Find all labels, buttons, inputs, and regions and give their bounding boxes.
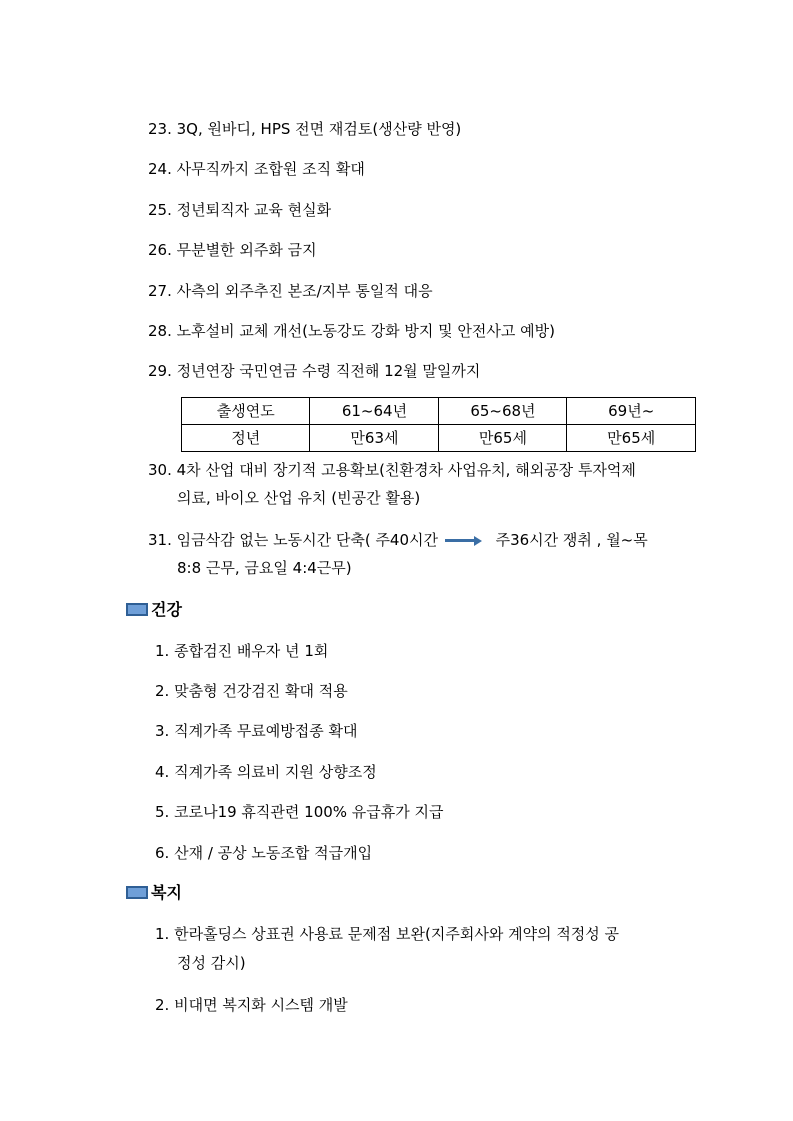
- item-text: 산재 / 공상 노동조합 적급개입: [174, 844, 373, 862]
- item-text: 사무직까지 조합원 조직 확대: [176, 160, 365, 178]
- item-number: 2.: [155, 996, 170, 1014]
- list-item: [148, 119, 461, 139]
- table-row: [182, 425, 696, 452]
- table-cell: 69년~: [567, 398, 696, 425]
- item-number: 26.: [148, 241, 172, 259]
- table-cell: 만65세: [567, 425, 696, 452]
- item-number: 2.: [155, 682, 170, 700]
- item-number: 25.: [148, 201, 172, 219]
- item-number: 23.: [148, 120, 172, 138]
- list-item: [148, 200, 331, 220]
- item-number: 1.: [155, 925, 170, 943]
- list-item: [155, 641, 328, 661]
- list-item: [148, 460, 636, 480]
- item-text: 맞춤형 건강검진 확대 적용: [174, 682, 348, 700]
- list-item: [155, 924, 619, 944]
- list-item: [148, 361, 480, 381]
- item-number: 29.: [148, 362, 172, 380]
- table-cell: 만65세: [439, 425, 567, 452]
- table-cell: 출생연도: [182, 398, 310, 425]
- table-cell: 65~68년: [439, 398, 567, 425]
- item-number: 24.: [148, 160, 172, 178]
- section-heading-welfare: [126, 883, 182, 903]
- item-text: 정년퇴직자 교육 현실화: [176, 201, 332, 219]
- item-text: 종합검진 배우자 년 1회: [174, 642, 329, 660]
- item-text: 직계가족 의료비 지원 상향조정: [174, 763, 377, 781]
- section-title: 복지: [151, 883, 182, 902]
- item-text: 주36시간 쟁취 , 월~목: [495, 531, 648, 549]
- list-item: [148, 159, 365, 179]
- item-number: 28.: [148, 322, 172, 340]
- section-title: 건강: [151, 600, 182, 619]
- item-text: 코로나19 휴직관련 100% 유급휴가 지급: [174, 803, 444, 821]
- list-item: [155, 762, 377, 782]
- table-cell: 61~64년: [310, 398, 439, 425]
- table-cell: 정년: [182, 425, 310, 452]
- item-text: 정년연장 국민연금 수령 직전해 12월 말일까지: [176, 362, 481, 380]
- list-item: [148, 530, 648, 550]
- list-item: [155, 995, 348, 1015]
- item-number: 6.: [155, 844, 170, 862]
- item-text: 무분별한 외주화 금지: [176, 241, 317, 259]
- list-item-continuation: 8:8 근무, 금요일 4:4근무): [177, 559, 352, 577]
- item-number: 1.: [155, 642, 170, 660]
- list-item: [155, 802, 444, 822]
- item-text: 직계가족 무료예방접종 확대: [174, 722, 358, 740]
- item-text: 임금삭감 없는 노동시간 단축( 주40시간: [176, 531, 439, 549]
- section-marker-icon: [126, 603, 148, 616]
- list-item: [155, 681, 348, 701]
- item-text: 사측의 외주추진 본조/지부 통일적 대응: [176, 282, 433, 300]
- list-item: [155, 721, 358, 741]
- list-item-continuation: 정성 감시): [177, 954, 246, 972]
- list-item: [155, 843, 372, 863]
- item-number: 27.: [148, 282, 172, 300]
- item-number: 4.: [155, 763, 170, 781]
- item-number: 3.: [155, 722, 170, 740]
- table-row: [182, 398, 696, 425]
- item-text: 노후설비 교체 개선(노동강도 강화 방지 및 안전사고 예방): [176, 322, 555, 340]
- list-item-continuation: 의료, 바이오 산업 유치 (빈공간 활용): [177, 489, 421, 507]
- table-cell: 만63세: [310, 425, 439, 452]
- item-text: 비대면 복지화 시스템 개발: [174, 996, 348, 1014]
- item-text: 한라홀딩스 상표권 사용료 문제점 보완(지주회사와 계약의 적정성 공: [174, 925, 620, 943]
- section-heading-health: [126, 600, 182, 620]
- list-item: [148, 240, 317, 260]
- list-item: [148, 321, 555, 341]
- list-item: [148, 281, 433, 301]
- item-number: 31.: [148, 531, 172, 549]
- item-text: 3Q, 원바디, HPS 전면 재검토(생산량 반영): [176, 120, 462, 138]
- item-number: 5.: [155, 803, 170, 821]
- right-arrow-icon: [445, 536, 483, 546]
- retirement-age-table: [181, 397, 696, 452]
- section-marker-icon: [126, 886, 148, 899]
- item-number: 30.: [148, 461, 172, 479]
- item-text: 4차 산업 대비 장기적 고용확보(친환경차 사업유치, 해외공장 투자억제: [176, 461, 636, 479]
